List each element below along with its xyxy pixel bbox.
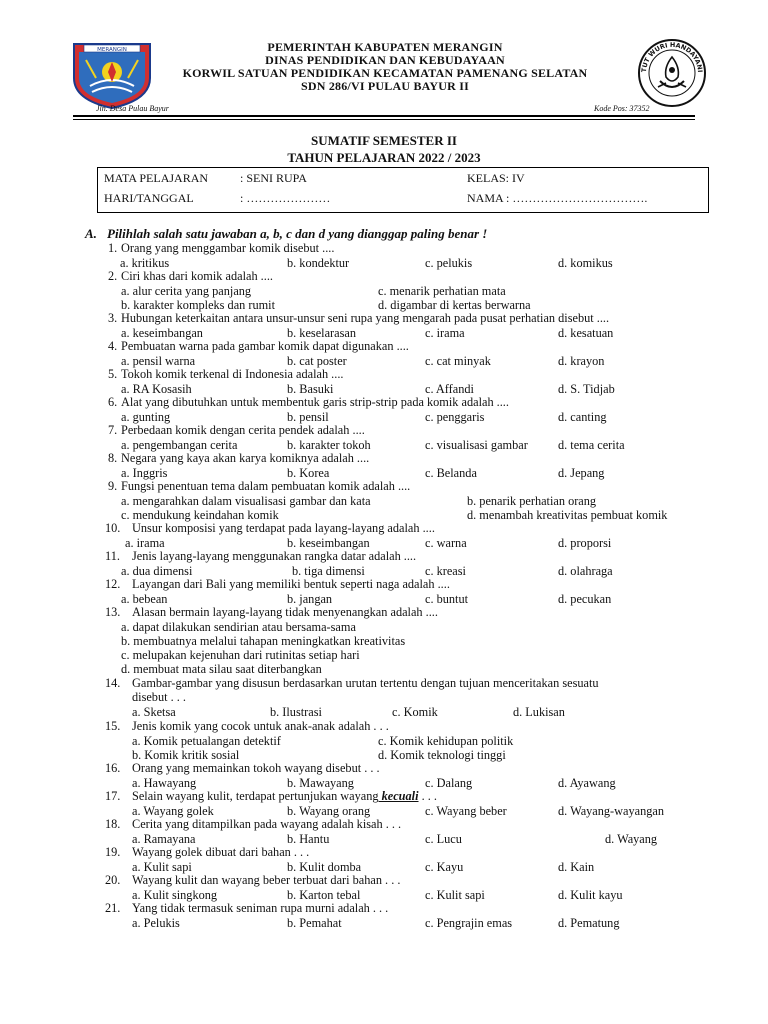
school-address: Jln. Desa Pulau Bayur <box>96 104 169 113</box>
question-text: Wayang kulit dan wayang beber terbuat dari bahan . . . <box>132 873 401 887</box>
answer-option[interactable]: b. Hantu <box>287 832 330 846</box>
answer-option[interactable]: b. Wayang orang <box>287 804 371 818</box>
answer-option[interactable]: a. Ramayana <box>132 832 196 846</box>
emphasis-kecuali: kecuali <box>378 789 419 803</box>
header-department: DINAS PENDIDIKAN DAN KEBUDAYAAN <box>265 53 505 67</box>
question-text: Alasan bermain layang-layang tidak menyenangkan adalah .... <box>132 605 438 619</box>
question-text: Ciri khas dari komik adalah .... <box>121 269 273 283</box>
answer-option[interactable]: a. Pelukis <box>132 916 180 930</box>
question-number: 21. <box>105 901 121 915</box>
answer-option[interactable]: a. irama <box>125 536 165 550</box>
answer-option[interactable]: c. Kayu <box>425 860 464 874</box>
question-number: 11. <box>105 549 120 563</box>
question-text: Tokoh komik terkenal di Indonesia adalah .... <box>121 367 344 381</box>
answer-option[interactable]: c. Wayang beber <box>425 804 507 818</box>
section-a-instruction: Pilihlah salah satu jawaban a, b, c dan d yang dianggap paling benar ! <box>107 226 488 241</box>
question-number: 4. <box>108 339 118 353</box>
answer-option[interactable]: a. pengembangan cerita <box>121 438 238 452</box>
answer-option[interactable]: b. Pemahat <box>287 916 342 930</box>
answer-option[interactable]: d. kesatuan <box>558 326 614 340</box>
question-number: 7. <box>108 423 118 437</box>
answer-option[interactable]: a. Inggris <box>121 466 168 480</box>
answer-option[interactable]: a. dua dimensi <box>121 564 193 578</box>
answer-option[interactable]: c. warna <box>425 536 467 550</box>
answer-option[interactable]: d. Komik teknologi tinggi <box>378 748 506 762</box>
question-text: Fungsi penentuan tema dalam pembuatan komik adalah .... <box>121 479 411 493</box>
question-number: 17. <box>105 789 121 803</box>
question-number: 18. <box>105 817 121 831</box>
answer-option[interactable]: d. Ayawang <box>558 776 616 790</box>
answer-option[interactable]: b. keselarasan <box>287 326 356 340</box>
question-text: Pembuatan warna pada gambar komik dapat digunakan .... <box>121 339 409 353</box>
answer-option[interactable]: d. S. Tidjab <box>558 382 615 396</box>
question-number: 8. <box>108 451 118 465</box>
answer-option[interactable]: a. Kulit singkong <box>132 888 218 902</box>
question-text: Orang yang menggambar komik disebut .... <box>121 241 335 255</box>
answer-option[interactable]: d. Jepang <box>558 466 605 480</box>
answer-option[interactable]: c. melupakan kejenuhan dari rutinitas setiap hari <box>121 648 360 662</box>
answer-option[interactable]: a. dapat dilakukan sendirian atau bersama-sama <box>121 620 356 634</box>
answer-option[interactable]: a. Hawayang <box>132 776 197 790</box>
question-number: 20. <box>105 873 121 887</box>
header-government: PEMERINTAH KABUPATEN MERANGIN <box>267 40 503 54</box>
header-school: SDN 286/VI PULAU BAYUR II <box>301 79 469 93</box>
answer-option[interactable]: d. digambar di kertas berwarna <box>378 298 531 312</box>
answer-option[interactable]: d. Lukisan <box>513 705 565 719</box>
question-text: Jenis layang-layang menggunakan rangka datar adalah .... <box>132 549 417 563</box>
answer-option[interactable]: c. kreasi <box>425 564 466 578</box>
answer-option[interactable]: c. menarik perhatian mata <box>378 284 506 298</box>
answer-option[interactable]: a. pensil warna <box>121 354 196 368</box>
answer-option[interactable]: c. Pengrajin emas <box>425 916 513 930</box>
answer-option[interactable]: a. gunting <box>121 410 171 424</box>
answer-option[interactable]: c. penggaris <box>425 410 485 424</box>
answer-option[interactable]: b. Korea <box>287 466 330 480</box>
answer-option[interactable]: b. pensil <box>287 410 329 424</box>
answer-option[interactable]: b. karakter tokoh <box>287 438 371 452</box>
tut-wuri-handayani-logo <box>636 37 708 109</box>
question-number: 5. <box>108 367 118 381</box>
answer-option[interactable]: d. membuat mata silau saat diterbangkan <box>121 662 322 676</box>
answer-option[interactable]: b. tiga dimensi <box>292 564 365 578</box>
answer-option[interactable]: b. Karton tebal <box>287 888 361 902</box>
postal-code: Kode Pos: 37352 <box>594 104 650 113</box>
question-text: Cerita yang ditampilkan pada wayang adalah kisah . . . <box>132 817 402 831</box>
subject-value: : SENI RUPA <box>240 171 307 185</box>
answer-option[interactable]: b. penarik perhatian orang <box>467 494 597 508</box>
question-number: 14. <box>105 676 121 690</box>
question-number: 9. <box>108 479 118 493</box>
question-text: Jenis komik yang cocok untuk anak-anak adalah . . . <box>132 719 389 733</box>
answer-option[interactable]: c. cat minyak <box>425 354 491 368</box>
class-label: KELAS: IV <box>467 171 525 185</box>
answer-option[interactable]: b. jangan <box>287 592 333 606</box>
answer-option[interactable]: d. pecukan <box>558 592 612 606</box>
subject-label: MATA PELAJARAN <box>104 171 209 185</box>
answer-option[interactable]: a. Komik petualangan detektif <box>132 734 281 748</box>
answer-option[interactable]: d. menambah kreativitas pembuat komik <box>467 508 668 522</box>
question-text: Selain wayang kulit, terdapat pertunjukan wayang kecuali . . . <box>132 789 437 803</box>
name-field[interactable]: NAMA : ……………………………. <box>467 191 648 205</box>
answer-option[interactable]: d. Wayang <box>605 832 658 846</box>
question-number: 1. <box>108 241 118 255</box>
answer-option[interactable]: d. Kain <box>558 860 595 874</box>
answer-option[interactable]: b. Ilustrasi <box>270 705 322 719</box>
answer-option[interactable]: c. Belanda <box>425 466 477 480</box>
answer-option[interactable]: b. karakter kompleks dan rumit <box>121 298 276 312</box>
answer-option[interactable]: c. visualisasi gambar <box>425 438 528 452</box>
answer-option[interactable]: d. Kulit kayu <box>558 888 623 902</box>
answer-option[interactable]: d. canting <box>558 410 607 424</box>
question-number: 6. <box>108 395 118 409</box>
question-number: 13. <box>105 605 121 619</box>
question-number: 2. <box>108 269 118 283</box>
logo-motto-text: TUT WURI HANDAYANI <box>639 40 705 73</box>
answer-option[interactable]: d. tema cerita <box>558 438 625 452</box>
question-number: 10. <box>105 521 121 535</box>
answer-option[interactable]: b. Kulit domba <box>287 860 362 874</box>
question-text: Layangan dari Bali yang memiliki bentuk seperti naga adalah .... <box>132 577 450 591</box>
answer-option[interactable]: c. pelukis <box>425 256 473 270</box>
answer-option[interactable]: c. Komik kehidupan politik <box>378 734 514 748</box>
question-number: 16. <box>105 761 121 775</box>
question-number: 19. <box>105 845 121 859</box>
answer-option[interactable]: c. irama <box>425 326 465 340</box>
answer-option[interactable]: d. krayon <box>558 354 605 368</box>
answer-option[interactable]: a. kritikus <box>120 256 170 270</box>
answer-option[interactable]: c. Dalang <box>425 776 473 790</box>
answer-option[interactable]: c. Lucu <box>425 832 462 846</box>
answer-option[interactable]: c. buntut <box>425 592 469 606</box>
answer-option[interactable]: a. mengarahkan dalam visualisasi gambar dan kata <box>121 494 371 508</box>
question-text: Unsur komposisi yang terdapat pada layang-layang adalah .... <box>132 521 435 535</box>
logo-banner-text: MERANGIN <box>97 47 127 53</box>
answer-option[interactable]: c. Komik <box>392 705 438 719</box>
question-text: Hubungan keterkaitan antara unsur-unsur seni rupa yang mengarah pada pusat perhatian disebut .... <box>121 311 610 325</box>
question-text: Negara yang kaya akan karya komiknya adalah .... <box>121 451 370 465</box>
answer-option[interactable]: a. bebean <box>121 592 168 606</box>
question-number: 15. <box>105 719 121 733</box>
answer-option[interactable]: c. Kulit sapi <box>425 888 485 902</box>
date-label: HARI/TANGGAL <box>104 191 194 205</box>
answer-option[interactable]: a. keseimbangan <box>121 326 203 340</box>
answer-option[interactable]: b. Komik kritik sosial <box>132 748 240 762</box>
answer-option[interactable]: a. Kulit sapi <box>132 860 192 874</box>
question-text: Orang yang memainkan tokoh wayang disebut . . . <box>132 761 380 775</box>
answer-option[interactable]: b. keseimbangan <box>287 536 370 550</box>
answer-option[interactable]: b. cat poster <box>287 354 347 368</box>
answer-option[interactable]: d. olahraga <box>558 564 613 578</box>
question-number: 3. <box>108 311 118 325</box>
question-text-end: . . . <box>418 789 437 803</box>
answer-option[interactable]: c. Affandi <box>425 382 474 396</box>
question-text: Wayang golek dibuat dari bahan . . . <box>132 845 310 859</box>
answer-option[interactable]: b. kondektur <box>287 256 350 270</box>
answer-option[interactable]: b. Basuki <box>287 382 334 396</box>
answer-option[interactable]: d. Wayang-wayangan <box>558 804 665 818</box>
header-divider-thick <box>73 115 695 117</box>
date-field[interactable]: : ………………… <box>240 191 331 205</box>
section-a-letter: A. <box>85 226 97 241</box>
question-text: Gambar-gambar yang disusun berdasarkan urutan tertentu dengan tujuan menceritakan sesuatu <box>132 676 599 690</box>
answer-option[interactable]: d. komikus <box>558 256 613 270</box>
answer-option[interactable]: d. Pematung <box>558 916 620 930</box>
question-number: 12. <box>105 577 121 591</box>
academic-year: TAHUN PELAJARAN 2022 / 2023 <box>287 150 481 165</box>
answer-option[interactable]: b. Mawayang <box>287 776 354 790</box>
answer-option[interactable]: a. alur cerita yang panjang <box>121 284 252 298</box>
answer-option[interactable]: a. Wayang golek <box>132 804 214 818</box>
header-divider-thin <box>73 119 695 120</box>
question-text: Alat yang dibutuhkan untuk membentuk garis strip-strip pada komik adalah .... <box>121 395 509 409</box>
question-text-continued: disebut . . . <box>132 690 186 704</box>
answer-option[interactable]: b. membuatnya melalui tahapan meningkatkan kreativitas <box>121 634 406 648</box>
answer-option[interactable]: c. mendukung keindahan komik <box>121 508 279 522</box>
answer-option[interactable]: a. Sketsa <box>132 705 176 719</box>
answer-option[interactable]: d. proporsi <box>558 536 612 550</box>
header-korwil: KORWIL SATUAN PENDIDIKAN KECAMATAN PAMENANG SELATAN <box>182 66 588 80</box>
question-text: Perbedaan komik dengan cerita pendek adalah .... <box>121 423 365 437</box>
question-text: Yang tidak termasuk seniman rupa murni adalah . . . <box>132 901 389 915</box>
answer-option[interactable]: a. RA Kosasih <box>121 382 192 396</box>
exam-title: SUMATIF SEMESTER II <box>311 133 457 148</box>
